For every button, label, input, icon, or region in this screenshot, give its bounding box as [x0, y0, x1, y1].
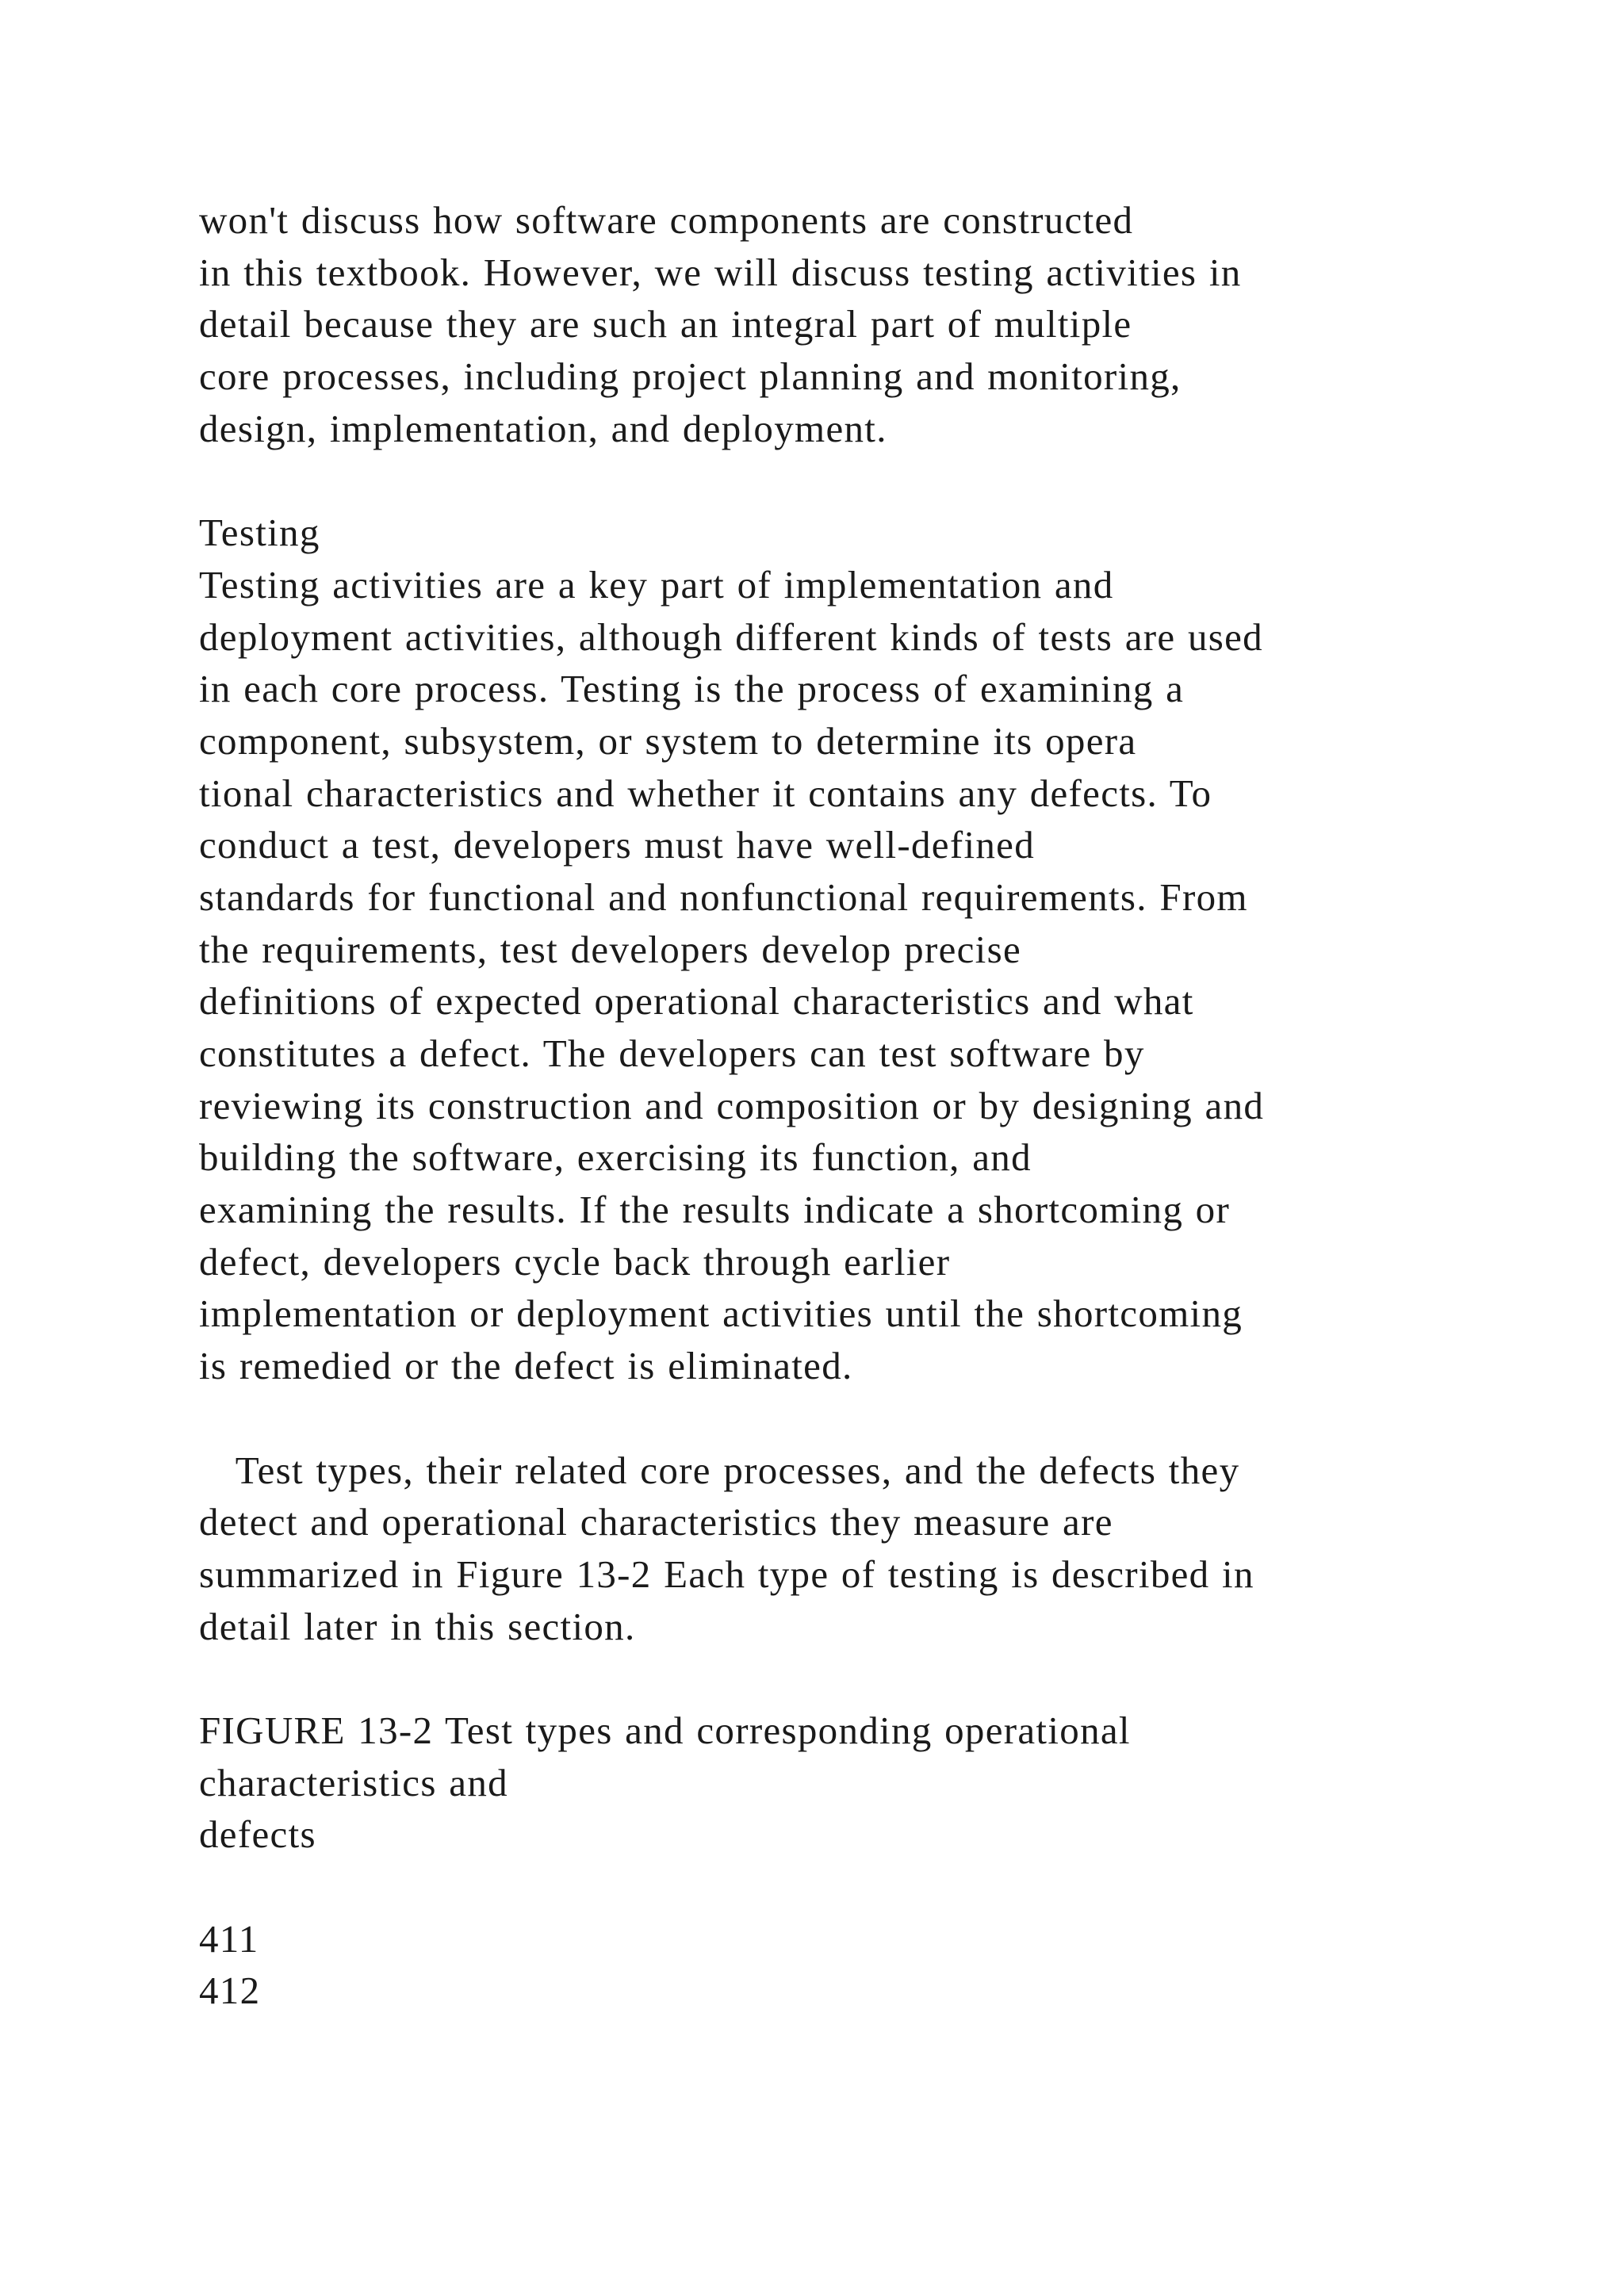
text-line: examining the results. If the results indicate a shortcoming or	[199, 1188, 1231, 1232]
intro-paragraph	[199, 194, 1547, 454]
paragraph-spacer	[199, 1861, 1547, 1913]
section-heading: Testing	[199, 511, 320, 555]
text-line: conduct a test, developers must have well-defined	[199, 823, 1036, 867]
summary-paragraph	[199, 1445, 1547, 1653]
paragraph-spacer	[199, 1392, 1547, 1445]
text-line: Test types, their related core processes, and the defects they	[199, 1448, 1240, 1492]
text-line: is remedied or the defect is eliminated.	[199, 1344, 853, 1388]
paragraph-spacer	[199, 1652, 1547, 1705]
text-line: building the software, exercising its function, and	[199, 1135, 1032, 1180]
page-numbers	[199, 1913, 1547, 2017]
text-line: constitutes a defect. The developers can test software by	[199, 1031, 1145, 1075]
text-line: won't discuss how software components are constructed	[199, 198, 1134, 242]
testing-paragraph	[199, 559, 1547, 1392]
text-line: detect and operational characteristics they measure are	[199, 1500, 1113, 1544]
text-line: detail because they are such an integral part of multiple	[199, 302, 1132, 346]
caption-line: defects	[199, 1812, 316, 1857]
text-line: in this textbook. However, we will discuss testing activities in	[199, 250, 1242, 294]
text-line: detail later in this section.	[199, 1604, 636, 1648]
text-line: the requirements, test developers develop precise	[199, 927, 1021, 971]
text-line: summarized in Figure 13-2 Each type of testing is described in	[199, 1552, 1254, 1596]
text-line: core processes, including project planning and monitoring,	[199, 354, 1182, 399]
page-number: 411	[199, 1916, 259, 1961]
page-number: 412	[199, 1969, 261, 2013]
text-line: design, implementation, and deployment.	[199, 406, 887, 450]
text-line: standards for functional and nonfunctional requirements. From	[199, 874, 1248, 919]
text-line: in each core process. Testing is the process of examining a	[199, 667, 1185, 711]
figure-caption	[199, 1705, 1547, 1861]
text-line: Testing activities are a key part of implementation and	[199, 562, 1114, 607]
text-line: implementation or deployment activities until the shortcoming	[199, 1292, 1243, 1336]
caption-line: FIGURE 13-2 Test types and corresponding operational	[199, 1708, 1131, 1752]
paragraph-spacer	[199, 454, 1547, 507]
caption-line: characteristics and	[199, 1760, 508, 1804]
text-line: deployment activities, although different kinds of tests are used	[199, 614, 1263, 659]
text-line: component, subsystem, or system to determine its opera	[199, 718, 1137, 763]
body-text	[199, 194, 1547, 2017]
text-line: defect, developers cycle back through earlier	[199, 1239, 951, 1284]
text-line: definitions of expected operational characteristics and what	[199, 979, 1194, 1024]
text-line: tional characteristics and whether it contains any defects. To	[199, 771, 1212, 815]
text-line: reviewing its construction and composition or by designing and	[199, 1083, 1265, 1127]
